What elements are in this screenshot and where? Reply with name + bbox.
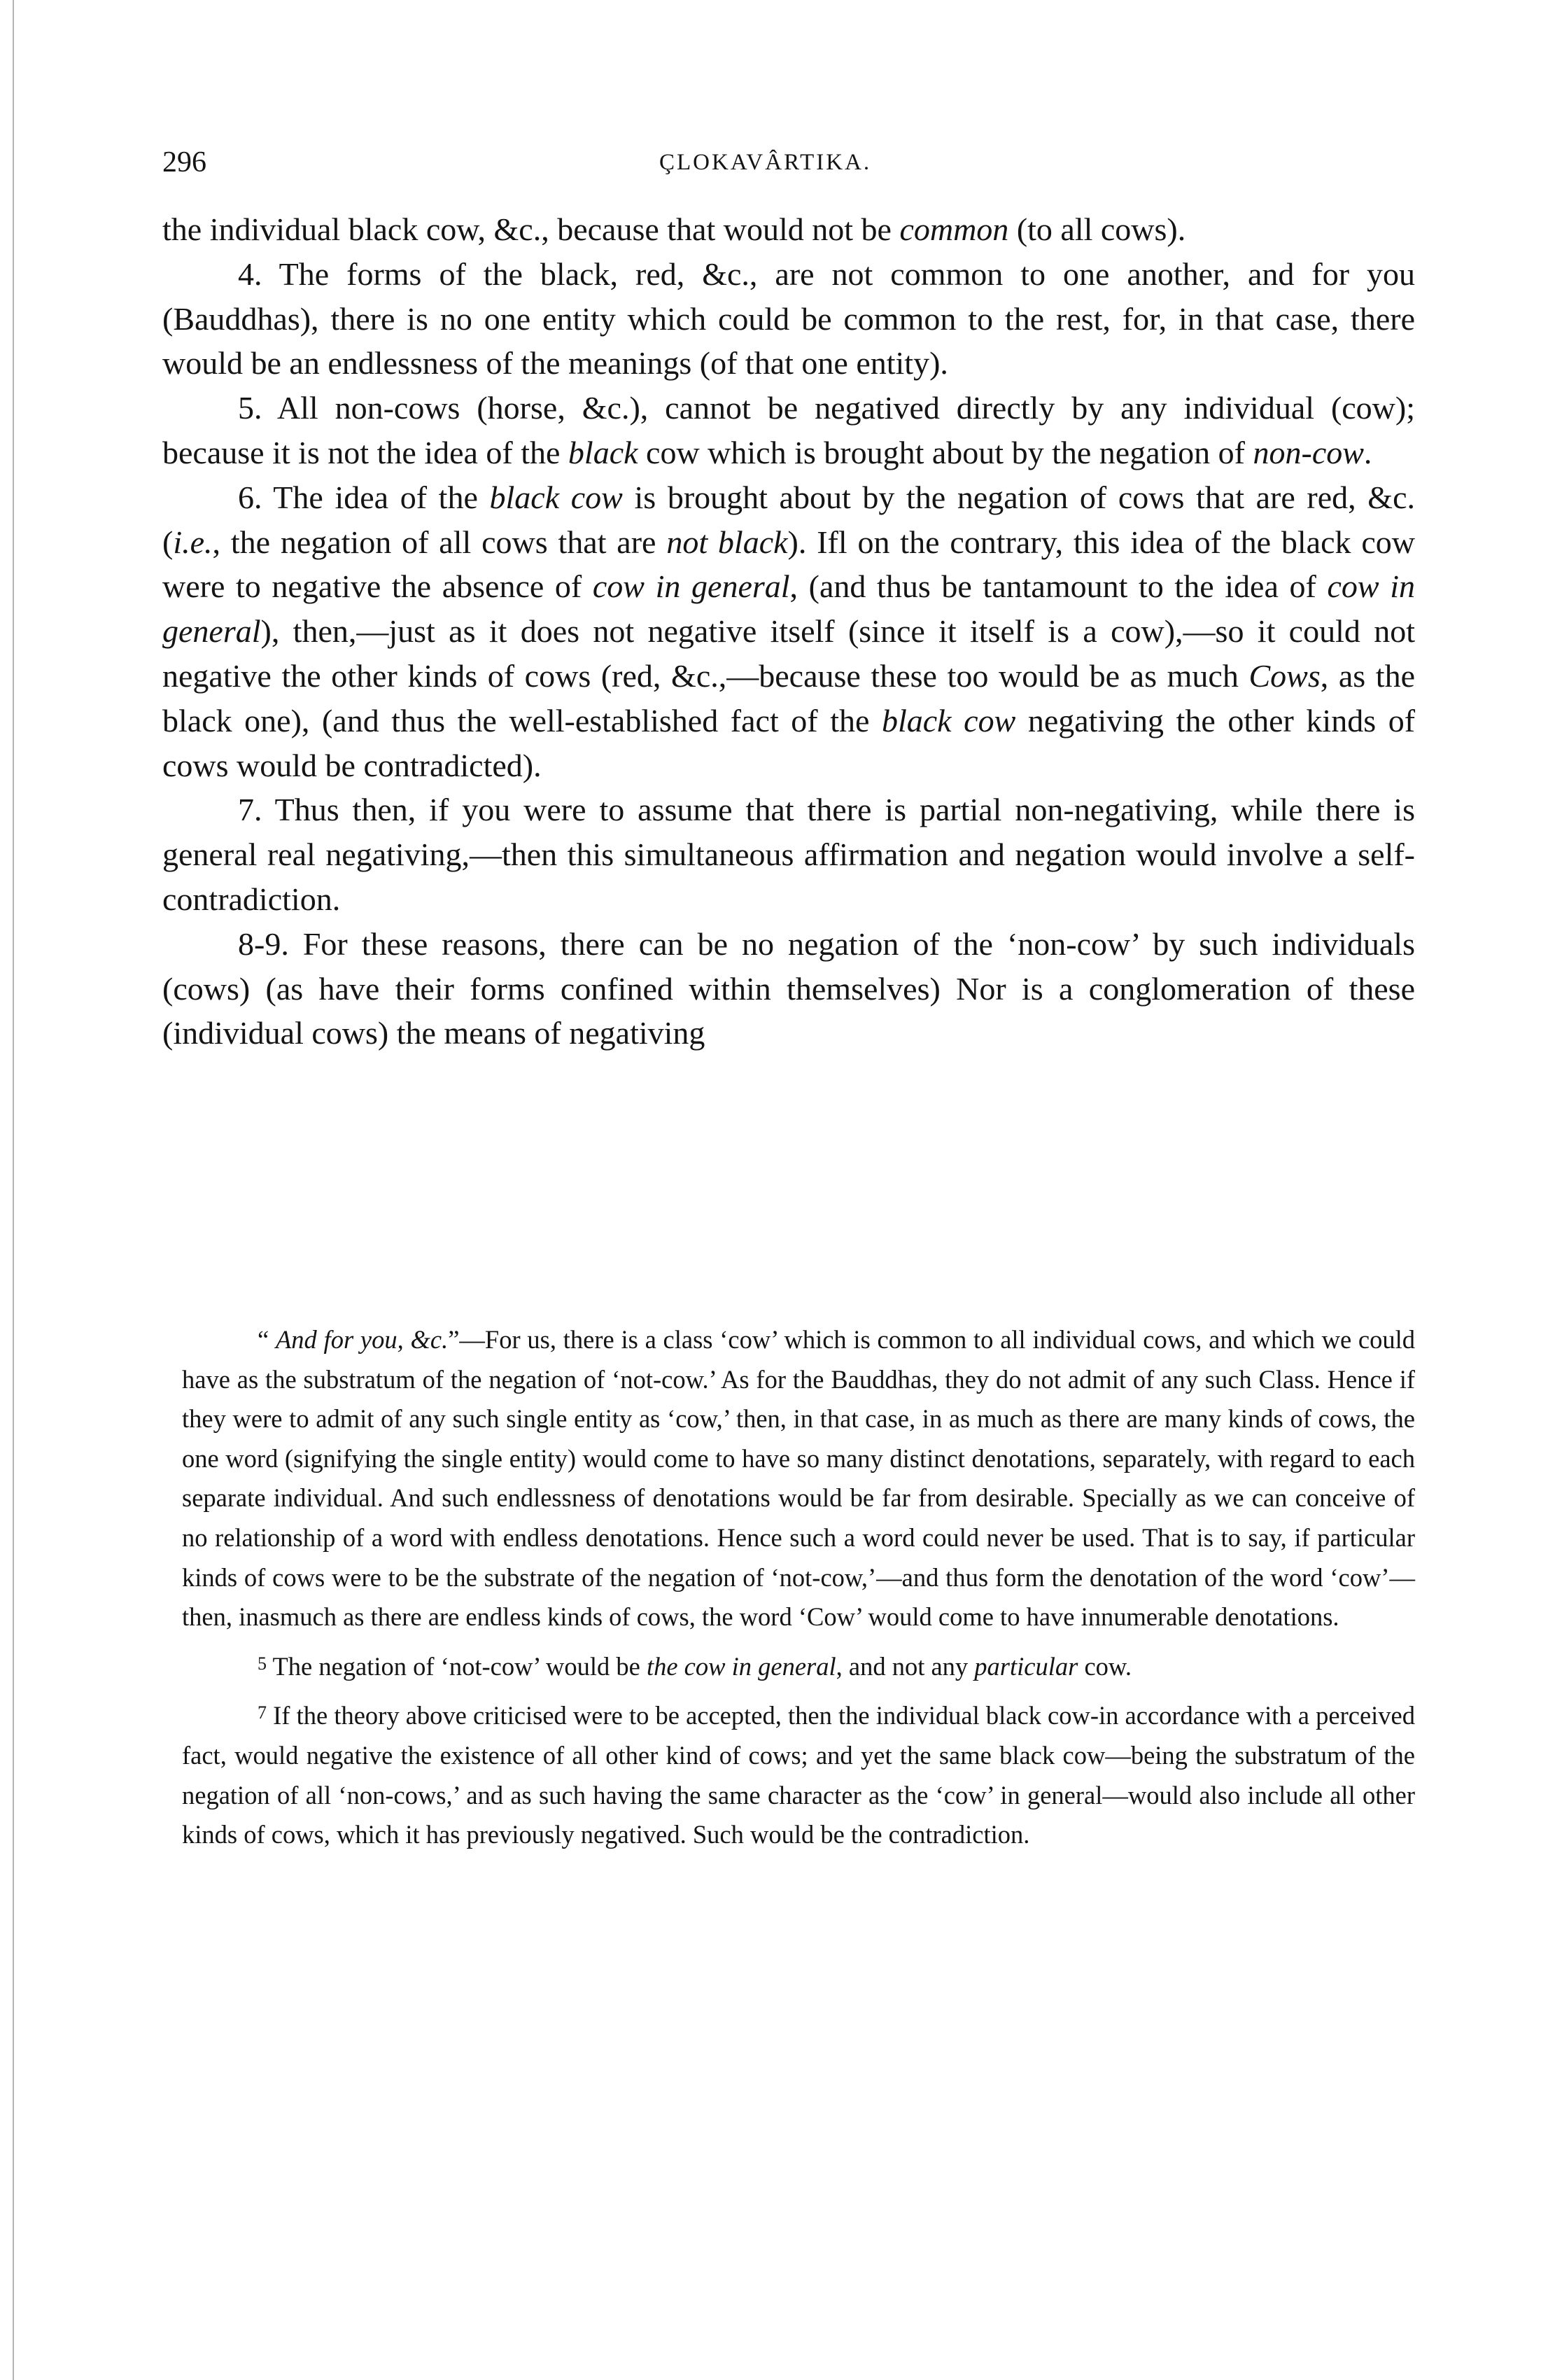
text-run: cow. bbox=[1078, 1651, 1132, 1681]
text-run: negativing the other kinds of cows would be contradicted). bbox=[162, 702, 1416, 783]
scan-margin-line bbox=[13, 0, 14, 2380]
italic-run: black cow bbox=[489, 479, 623, 515]
italic-run: cow in general bbox=[592, 568, 790, 605]
text-run: 6. The idea of the bbox=[238, 479, 490, 515]
text-run: , the negation of all cows that are bbox=[212, 524, 667, 560]
running-title: ÇLOKAVÂRTIKA. bbox=[659, 150, 872, 175]
text-run: The negation of ‘not-cow’ would be bbox=[267, 1651, 647, 1681]
paragraph-continuation bbox=[162, 207, 1415, 252]
text-run: . bbox=[1363, 434, 1372, 470]
italic-run: Cows bbox=[1248, 657, 1321, 694]
text-run: , as the black one), (and thus the well-established fact of the bbox=[162, 657, 1415, 738]
text-run: 5. All non-cows (horse, &c.), cannot be negatived directly by any individual (cow); because it is not the idea of the bbox=[162, 390, 1415, 470]
italic-run: common bbox=[899, 211, 1009, 247]
main-text bbox=[162, 207, 1415, 1056]
text-run: , and not any bbox=[836, 1651, 975, 1681]
footnote-marker: 7 bbox=[258, 1702, 267, 1723]
italic-run: black cow bbox=[881, 702, 1016, 738]
paragraph-verse-4 bbox=[162, 252, 1415, 386]
paragraph-verse-8-9 bbox=[162, 922, 1415, 1056]
paragraph-verse-7 bbox=[162, 788, 1415, 921]
text-run: 7. Thus then, if you were to assume that there is partial non-negativing, while there is general real negativing,—then this simultaneous affirmation and negation would involve a self-contradiction. bbox=[162, 792, 1415, 917]
italic-run: the cow in general bbox=[646, 1651, 836, 1681]
italic-run: cow in general bbox=[162, 568, 1415, 650]
text-run: cow which is brought about by the negation of bbox=[638, 434, 1253, 470]
footnote-1 bbox=[182, 1320, 1415, 1637]
text-run: (to all cows). bbox=[1008, 211, 1186, 247]
text-run: ”—For us, there is a class ‘cow’ which is common to all individual cows, and which we could have as the substratum of the negation of ‘not-cow.’ As for the Bauddhas, they do not admit of any such Class. Hence if they were to admit of any such single entity as ‘cow,’ then, in that case, in as much as there are many kinds of cows, the one word (signifying the single entity) would come to have so many distinct denotations, separately, with regard to each separate individual. And such endlessness of denotations would be far from desirable. Specially as we can conceive of no relationship of a word with endless denotations. Hence such a word could never be used. That is to say, if particular kinds of cows were to be the substrate of the negation of ‘not-cow,’—and thus form the denotation of the word ‘cow’—then, inasmuch as there are endless kinds of cows, the word ‘Cow’ would come to have innumerable denotations. bbox=[182, 1325, 1416, 1632]
text-run: ), then,—just as it does not negative itself (since it itself is a cow),—so it could not negative the other kinds of cows (red, &c.,—because these too would be as much bbox=[162, 613, 1415, 694]
text-run: ). Ifl on the contrary, this idea of the black cow were to negative the absence of bbox=[162, 524, 1415, 605]
text-run: , (and thus be tantamount to the idea of bbox=[789, 568, 1328, 605]
footnote-marker: 5 bbox=[258, 1653, 267, 1674]
italic-run: And for you, &c. bbox=[275, 1325, 449, 1354]
italic-run: non-cow bbox=[1253, 434, 1364, 470]
text-run: 4. The forms of the black, red, &c., are not common to one another, and for you (Bauddhas), there is no one entity which could be common to the rest, for, in that case, there would be an endlessness of the meanings (of that one entity). bbox=[162, 255, 1415, 382]
footnotes bbox=[182, 1320, 1415, 1855]
text-run: the individual black cow, &c., because that would not be bbox=[162, 211, 900, 247]
italic-run: not black bbox=[666, 524, 788, 560]
paragraph-verse-5 bbox=[162, 386, 1415, 475]
text-run: 8-9. For these reasons, there can be no negation of the ‘non-cow’ by such individuals (cows) (as have their forms confined within themselves) Nor is a conglomeration of these (individual cows) the means of negativing bbox=[162, 925, 1415, 1051]
italic-run: black bbox=[568, 434, 638, 470]
italic-run: particular bbox=[974, 1651, 1078, 1681]
footnote-5 bbox=[182, 1644, 1415, 1687]
page-header bbox=[162, 146, 1415, 188]
paragraph-verse-6 bbox=[162, 475, 1415, 788]
text-run: “ bbox=[258, 1325, 276, 1354]
italic-run: i.e. bbox=[173, 524, 213, 560]
page-number: 296 bbox=[162, 146, 206, 178]
text-run: If the theory above criticised were to be accepted, then the individual black cow-in accordance with a perceived fact, would negative the existence of all other kind of cows; and yet the same black cow—being the substratum of the negation of all ‘non-cows,’ and as such having the same character as the ‘cow’ in general—would also include all other kinds of cows, which it has previously negatived. Such would be the contradiction. bbox=[182, 1701, 1415, 1849]
footnote-7 bbox=[182, 1693, 1415, 1854]
text-run: is brought about by the negation of cows that are red, &c. ( bbox=[162, 479, 1415, 560]
